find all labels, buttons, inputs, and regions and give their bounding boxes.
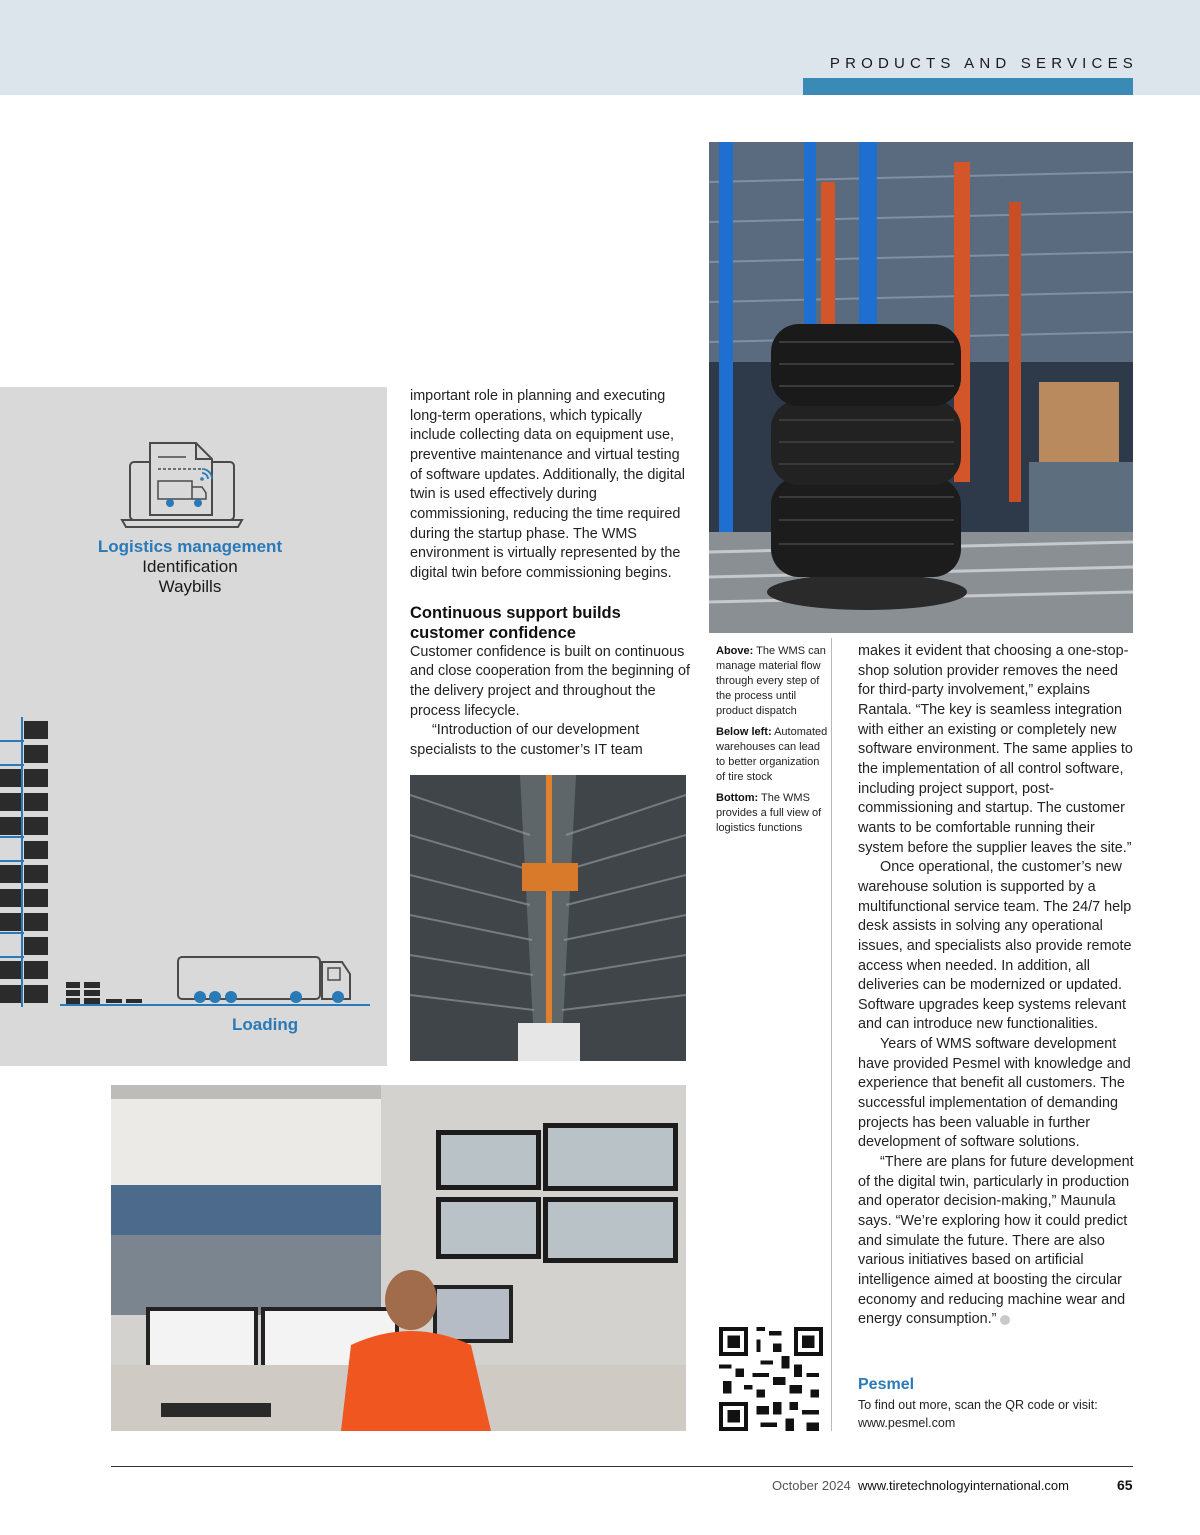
body-paragraph: makes it evident that choosing a one-stop-shop solution provider removes the need for third-party involvement,” explains Rantala. “The key is seamless integration with either an existing or completely new software environment. The same applies to the implementation of all control software, including project support, post-commissioning and startup. The customer wants to be comfortable running their system before the supplier leaves the site.”	[858, 643, 1133, 856]
logistics-infographic	[0, 387, 387, 1066]
warehouse-racks-icon	[0, 717, 60, 1007]
laptop-waybill-icon	[118, 437, 248, 529]
control-room-image	[111, 1085, 686, 1431]
company-website-link[interactable]: www.pesmel.com	[858, 1416, 956, 1430]
infographic-line-2: Waybills	[158, 577, 222, 596]
control-room-photo	[111, 1085, 686, 1431]
tire-stack-image	[709, 142, 1133, 633]
truck-loading-icon	[60, 952, 380, 1012]
photo-captions	[709, 638, 832, 1431]
middle-column-text	[410, 387, 690, 761]
infographic-line-1: Identification	[142, 557, 238, 576]
body-paragraph: important role in planning and executing long-term operations, which typically include collecting data on equipment use, preventive maintenance and virtual testing of software updates. Additionally, the digital twin is used effectively during commissioning, reducing the time required during the startup phase. The WMS environment is virtually represented by the digital twin before commissioning begins.	[410, 388, 685, 581]
page-number: 65	[1117, 1477, 1133, 1493]
caption-below-left: Below left: Automated warehouses can lead to better organization of tire stock	[716, 726, 828, 783]
body-paragraph: Once operational, the customer’s new warehouse solution is supported by a multifunctional service team. The 24/7 help desk assists in solving any operational issues, and specialists also provide remote access when needed. In addition, all deliveries can be modernized or updated. Software upgrades keep systems relevant and can introduce new functionalities.	[858, 859, 1132, 1033]
body-paragraph-closing: “There are plans for future development of the digital twin, particularly in production and operator decision-making,” Maunula says. “We’re exploring how it could predict and simulate the future. There are also various initiatives based on artificial intelligence aimed at boosting the circular economy and reducing machine wear and energy consumption.”	[858, 1154, 1134, 1328]
warehouse-aisle-photo	[410, 775, 686, 1061]
infographic-title: Logistics management	[97, 537, 283, 556]
body-paragraph: “Introduction of our development specialists to the customer’s IT team	[410, 722, 643, 758]
section-heading: Continuous support builds customer confidence	[410, 603, 621, 642]
caption-bottom: Bottom: The WMS provides a full view of logistics functions	[716, 792, 822, 834]
footer-date: October 2024	[772, 1478, 851, 1493]
footer-url[interactable]: www.tiretechnologyinternational.com	[858, 1478, 1069, 1493]
section-label: PRODUCTS AND SERVICES	[829, 55, 1138, 72]
contact-text: To find out more, scan the QR code or visit:	[858, 1398, 1098, 1412]
loading-label: Loading	[232, 1015, 299, 1034]
body-paragraph: Years of WMS software development have provided Pesmel with knowledge and experience that benefit all customers. The successful implementation of demanding projects has been valuable in further development of software solutions.	[858, 1036, 1131, 1151]
company-name: Pesmel	[858, 1376, 915, 1393]
footer-divider	[111, 1466, 1133, 1467]
right-column-text	[858, 642, 1134, 1330]
tire-stack-photo	[709, 142, 1133, 633]
body-paragraph: Customer confidence is built on continuous and close cooperation from the beginning of the delivery project and throughout the process lifecycle.	[410, 643, 691, 719]
qr-code-icon[interactable]	[719, 1327, 823, 1431]
section-accent-bar	[803, 78, 1133, 95]
warehouse-aisle-image	[410, 775, 686, 1061]
caption-above: Above: The WMS can manage material flow through every step of the process until product dispatch	[716, 645, 826, 717]
end-of-article-icon	[1000, 1315, 1010, 1325]
